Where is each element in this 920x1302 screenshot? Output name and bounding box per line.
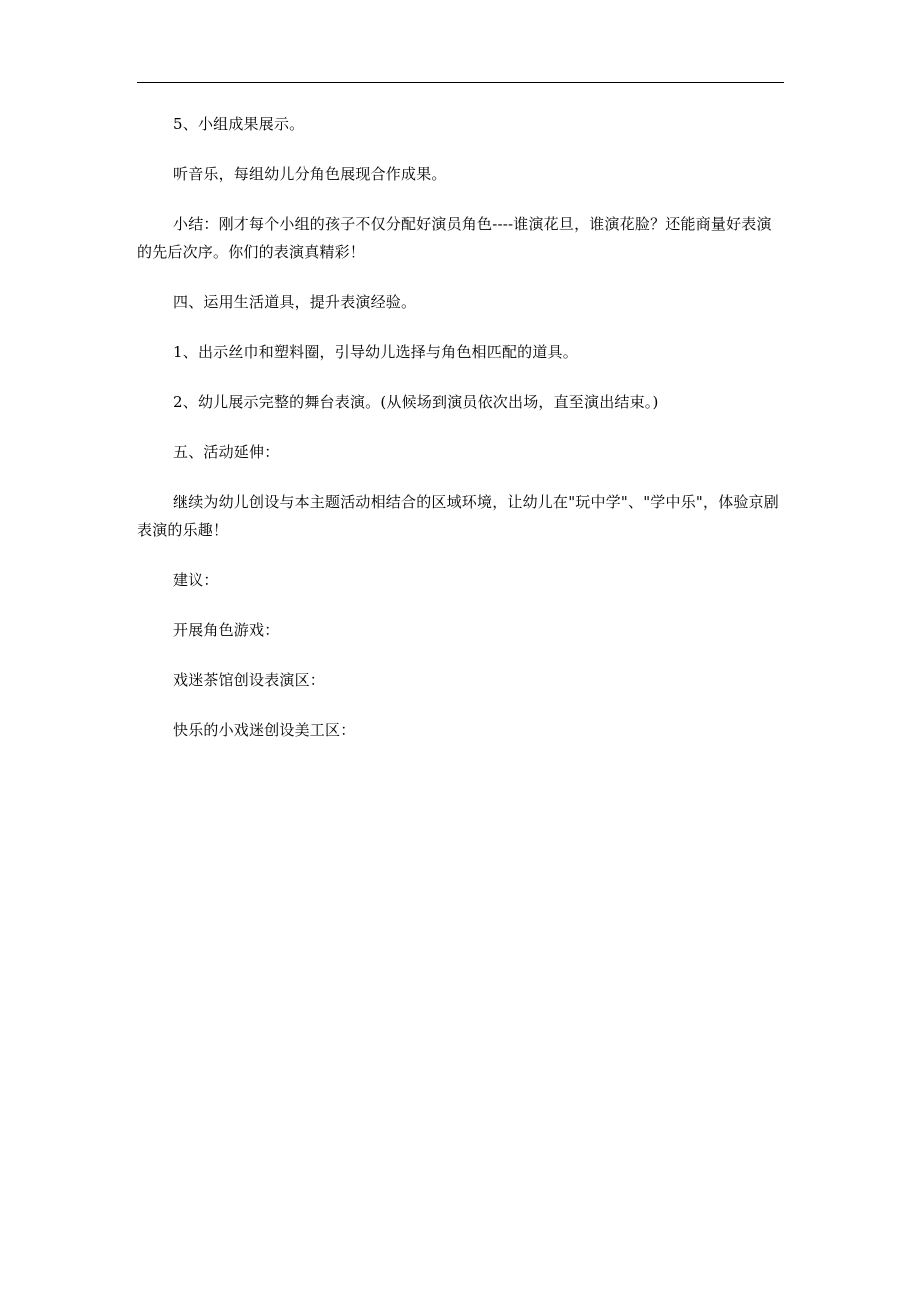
suggestion-teahouse: 戏迷茶馆创设表演区： xyxy=(173,671,326,689)
document-body xyxy=(137,110,784,766)
heading-section-five: 五、活动延伸： xyxy=(173,443,280,461)
suggestion-role-play: 开展角色游戏： xyxy=(173,621,280,639)
paragraph-music-performance: 听音乐，每组幼儿分角色展现合作成果。 xyxy=(173,165,447,183)
heading-suggestions: 建议： xyxy=(173,571,219,589)
header-rule xyxy=(137,82,784,83)
suggestion-art-area: 快乐的小戏迷创设美工区： xyxy=(173,721,356,739)
paragraph-stage-performance: 2、幼儿展示完整的舞台表演。(从候场到演员依次出场，直至演出结束。) xyxy=(173,393,659,411)
paragraph-extension: 继续为幼儿创设与本主题活动相结合的区域环境，让幼儿在"玩中学"、"学中乐"，体验京剧表演的乐趣！ xyxy=(137,493,780,539)
heading-section-four: 四、运用生活道具，提升表演经验。 xyxy=(173,293,417,311)
paragraph-props: 1、出示丝巾和塑料圈，引导幼儿选择与角色相匹配的道具。 xyxy=(173,343,578,361)
paragraph-group-results: 5、小组成果展示。 xyxy=(173,115,305,133)
paragraph-summary: 小结：刚才每个小组的孩子不仅分配好演员角色----谁演花旦，谁演花脸？还能商量好表演的先后次序。你们的表演真精彩！ xyxy=(137,215,772,261)
